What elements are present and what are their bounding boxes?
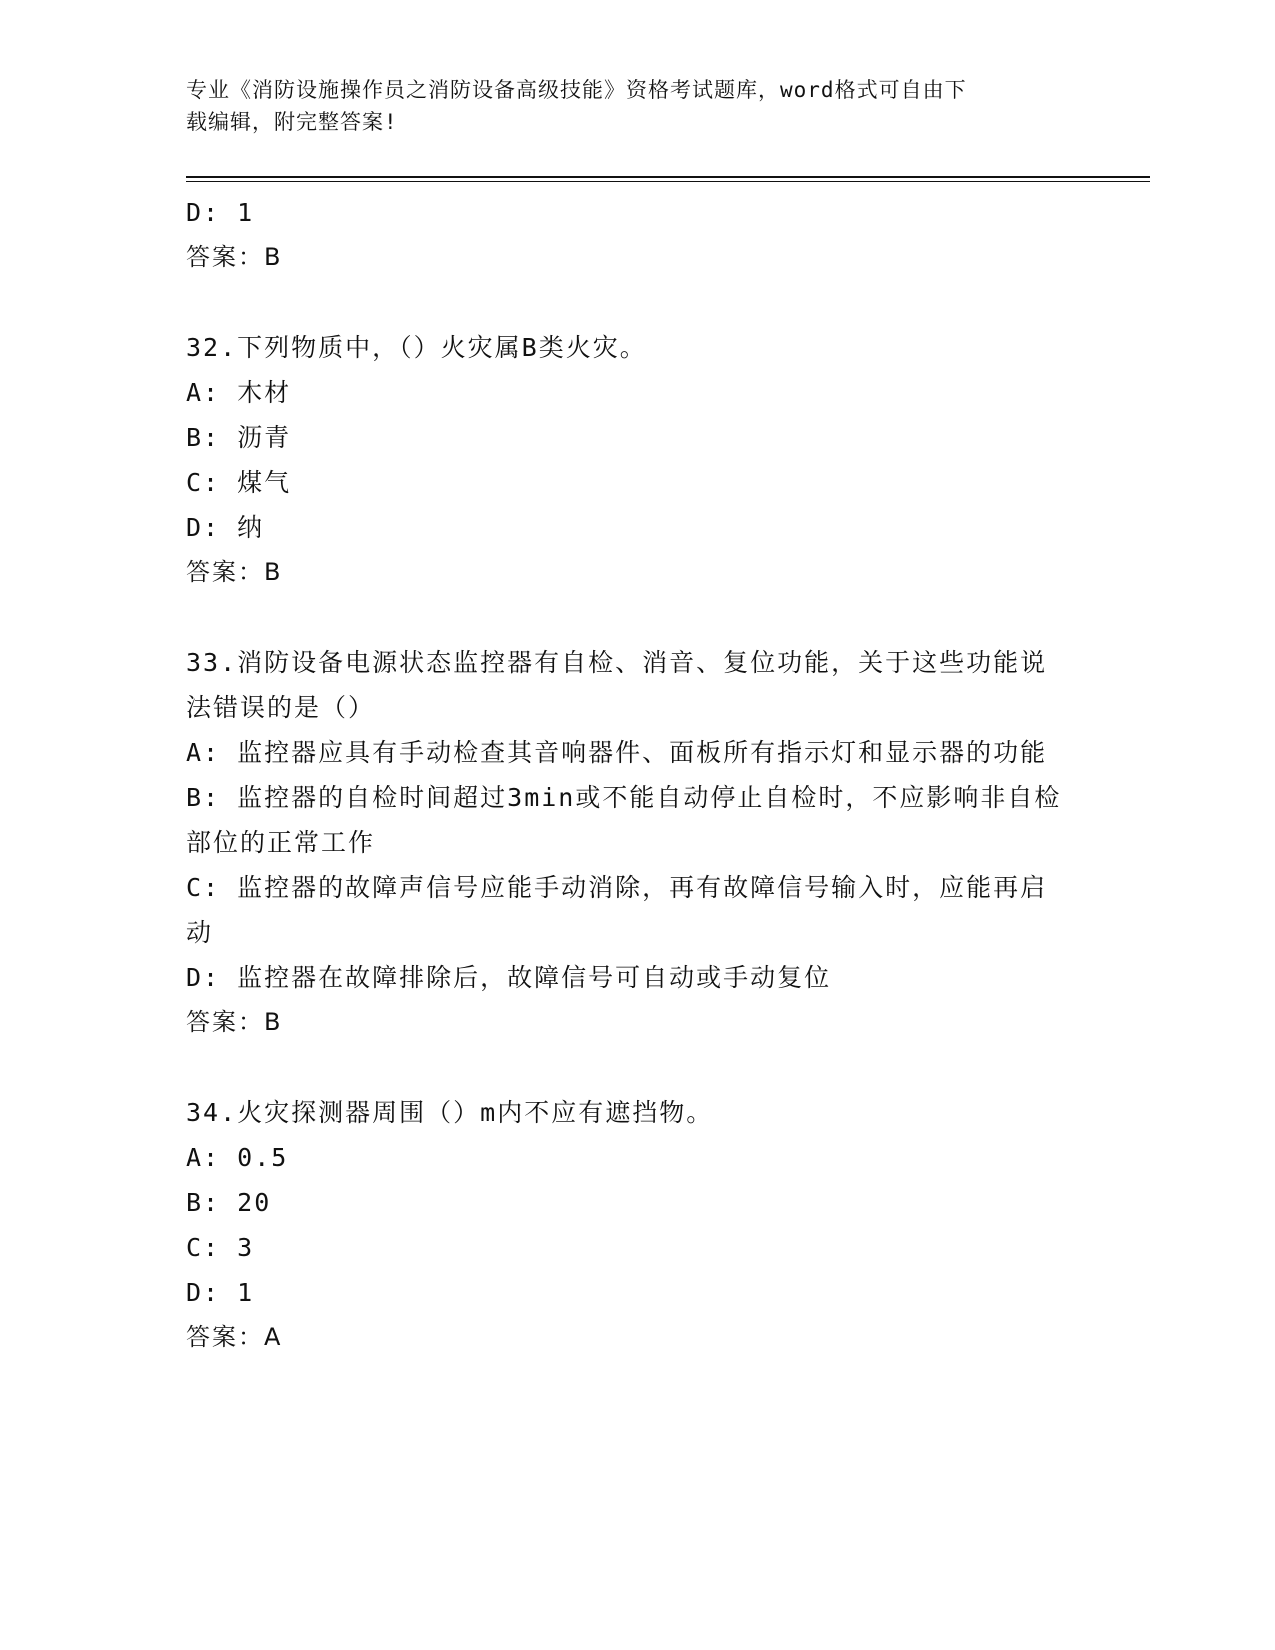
header-divider-thick	[186, 176, 1150, 178]
option-b: B: 监控器的自检时间超过3min或不能自动停止自检时，不应影响非自检部位的正常工作	[186, 783, 1062, 857]
header-divider-thin	[186, 181, 1150, 182]
question-34	[186, 1090, 1086, 1360]
question-stem: 34.火灾探测器周围（）m内不应有遮挡物。	[186, 1098, 714, 1127]
option-d: D: 监控器在故障排除后，故障信号可自动或手动复位	[186, 963, 832, 992]
option-c: C: 监控器的故障声信号应能手动消除，再有故障信号输入时，应能再启动	[186, 873, 1048, 947]
answer-line: 答案：B	[186, 243, 283, 271]
question-32	[186, 325, 1086, 595]
header-line-1: 专业《消防设施操作员之消防设备高级技能》资格考试题库，word格式可自由下	[186, 78, 967, 102]
question-33	[186, 640, 1086, 1045]
option-c: C: 煤气	[186, 468, 292, 497]
header-line-2: 载编辑，附完整答案!	[186, 110, 398, 134]
option-a: A: 木材	[186, 378, 292, 407]
option-a: A: 监控器应具有手动检查其音响器件、面板所有指示灯和显示器的功能	[186, 738, 1048, 767]
answer-line: 答案：A	[186, 1323, 283, 1351]
option-c: C: 3	[186, 1233, 255, 1262]
question-stem: 33.消防设备电源状态监控器有自检、消音、复位功能，关于这些功能说法错误的是（）	[186, 648, 1048, 722]
spacer	[186, 595, 1086, 640]
answer-line: 答案：B	[186, 1008, 283, 1036]
question-stem: 32.下列物质中，（）火灾属B类火灾。	[186, 333, 647, 362]
option-b: B: 20	[186, 1188, 272, 1217]
answer-line: 答案：B	[186, 558, 283, 586]
option-a: A: 0.5	[186, 1143, 289, 1172]
option-d: D: 纳	[186, 513, 265, 542]
spacer	[186, 1045, 1086, 1090]
prev-question-tail	[186, 190, 1086, 280]
option-b: B: 沥青	[186, 423, 292, 452]
spacer	[186, 280, 1086, 325]
question-list	[186, 190, 1086, 1360]
option-d: D: 1	[186, 1278, 255, 1307]
option-d: D: 1	[186, 198, 255, 227]
document-header	[186, 74, 1066, 138]
